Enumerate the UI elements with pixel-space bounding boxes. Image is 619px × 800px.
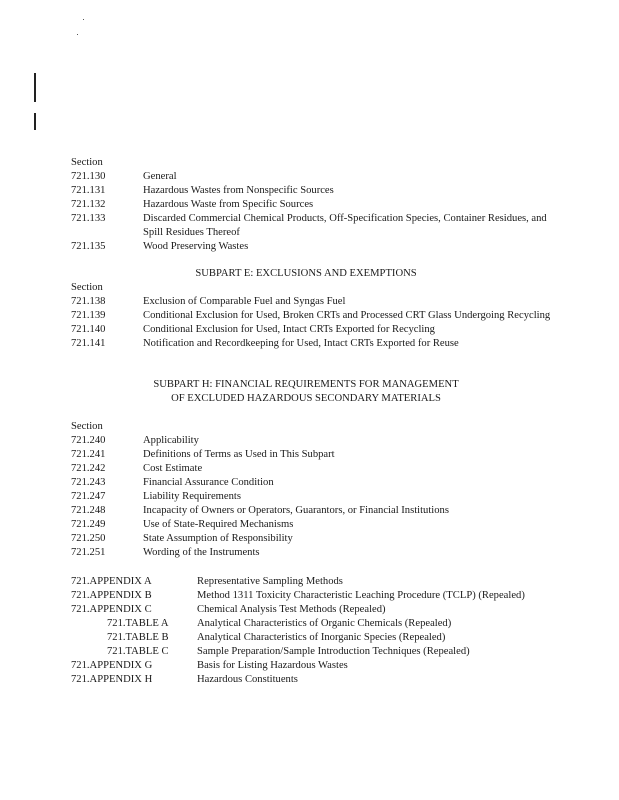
section-label: Section xyxy=(71,421,103,432)
section-list-subpart-e xyxy=(71,267,551,351)
table-number: 721.TABLE A xyxy=(107,618,169,629)
toc-row xyxy=(71,490,551,504)
section-number: 721.247 xyxy=(71,491,106,502)
section-title: Applicability xyxy=(143,435,199,446)
appendix-row xyxy=(71,589,551,603)
toc-row xyxy=(71,212,551,240)
table-row xyxy=(71,631,551,645)
toc-row xyxy=(71,240,551,254)
toc-row xyxy=(71,309,551,323)
section-list-subpart-h xyxy=(71,378,551,560)
toc-row xyxy=(71,170,551,184)
table-number: 721.TABLE C xyxy=(107,646,169,657)
appendix-row xyxy=(71,673,551,687)
section-number: 721.250 xyxy=(71,533,106,544)
section-title: Exclusion of Comparable Fuel and Syngas Fuel xyxy=(143,296,346,307)
section-title: Discarded Commercial Chemical Products, Off-Specification Species, Container Residues, and Spill Residues Thereof xyxy=(143,213,547,238)
section-title: Liability Requirements xyxy=(143,491,241,502)
section-number: 721.133 xyxy=(71,213,106,224)
toc-row xyxy=(71,462,551,476)
section-number: 721.240 xyxy=(71,435,106,446)
scan-speck xyxy=(77,34,78,35)
section-title: Incapacity of Owners or Operators, Guarantors, or Financial Institutions xyxy=(143,505,449,516)
toc-row xyxy=(71,518,551,532)
section-title: Conditional Exclusion for Used, Broken CRTs and Processed CRT Glass Undergoing Recycling xyxy=(143,310,551,321)
table-title: Analytical Characteristics of Organic Chemicals (Repealed) xyxy=(197,618,452,629)
section-title: Cost Estimate xyxy=(143,463,203,474)
subpart-heading: OF EXCLUDED HAZARDOUS SECONDARY MATERIALS xyxy=(171,393,441,404)
section-title: Financial Assurance Condition xyxy=(143,477,274,488)
section-title: Notification and Recordkeeping for Used, Intact CRTs Exported for Reuse xyxy=(143,338,459,349)
toc-row xyxy=(71,546,551,560)
toc-row xyxy=(71,532,551,546)
appendix-number: 721.APPENDIX A xyxy=(71,576,152,587)
section-number: 721.243 xyxy=(71,477,106,488)
section-title: Definitions of Terms as Used in This Subpart xyxy=(143,449,335,460)
table-number: 721.TABLE B xyxy=(107,632,169,643)
toc-row xyxy=(71,434,551,448)
section-title: General xyxy=(143,171,177,182)
section-label: Section xyxy=(71,282,103,293)
section-number: 721.130 xyxy=(71,171,106,182)
appendix-row xyxy=(71,659,551,673)
appendix-title: Chemical Analysis Test Methods (Repealed) xyxy=(197,604,386,615)
section-number: 721.248 xyxy=(71,505,106,516)
toc-row xyxy=(71,184,551,198)
appendix-number: 721.APPENDIX G xyxy=(71,660,153,671)
section-title: State Assumption of Responsibility xyxy=(143,533,293,544)
section-number: 721.135 xyxy=(71,241,106,252)
section-number: 721.132 xyxy=(71,199,106,210)
appendix-list xyxy=(71,575,551,687)
appendix-number: 721.APPENDIX C xyxy=(71,604,152,615)
toc-row xyxy=(71,337,551,351)
section-title: Use of State-Required Mechanisms xyxy=(143,519,294,530)
table-row xyxy=(71,617,551,631)
toc-row xyxy=(71,295,551,309)
toc-row xyxy=(71,448,551,462)
table-row xyxy=(71,645,551,659)
toc-row xyxy=(71,323,551,337)
appendix-row xyxy=(71,603,551,617)
subpart-heading: SUBPART E: EXCLUSIONS AND EXEMPTIONS xyxy=(195,268,417,279)
section-title: Hazardous Wastes from Nonspecific Sources xyxy=(143,185,334,196)
appendix-number: 721.APPENDIX B xyxy=(71,590,152,601)
section-number: 721.251 xyxy=(71,547,106,558)
toc-row xyxy=(71,504,551,518)
appendix-title: Basis for Listing Hazardous Wastes xyxy=(197,660,348,671)
margin-change-bar xyxy=(34,113,36,130)
appendix-title: Hazardous Constituents xyxy=(197,674,298,685)
table-title: Analytical Characteristics of Inorganic Species (Repealed) xyxy=(197,632,446,643)
section-number: 721.138 xyxy=(71,296,106,307)
appendix-number: 721.APPENDIX H xyxy=(71,674,153,685)
margin-change-bar xyxy=(34,73,36,102)
toc-row xyxy=(71,198,551,212)
toc-row xyxy=(71,476,551,490)
section-title: Hazardous Waste from Specific Sources xyxy=(143,199,314,210)
section-number: 721.131 xyxy=(71,185,106,196)
section-title: Conditional Exclusion for Used, Intact CRTs Exported for Recycling xyxy=(143,324,435,335)
section-number: 721.249 xyxy=(71,519,106,530)
section-number: 721.141 xyxy=(71,338,106,349)
section-list-general xyxy=(71,156,551,254)
section-number: 721.241 xyxy=(71,449,106,460)
section-number: 721.140 xyxy=(71,324,106,335)
appendix-title: Method 1311 Toxicity Characteristic Leaching Procedure (TCLP) (Repealed) xyxy=(197,590,525,601)
appendix-title: Representative Sampling Methods xyxy=(197,576,343,587)
scan-speck xyxy=(83,19,84,20)
subpart-heading: SUBPART H: FINANCIAL REQUIREMENTS FOR MANAGEMENT xyxy=(153,379,459,390)
section-number: 721.242 xyxy=(71,463,106,474)
appendix-row xyxy=(71,575,551,589)
section-title: Wood Preserving Wastes xyxy=(143,241,249,252)
section-number: 721.139 xyxy=(71,310,106,321)
table-title: Sample Preparation/Sample Introduction Techniques (Repealed) xyxy=(197,646,470,657)
section-label: Section xyxy=(71,157,103,168)
section-title: Wording of the Instruments xyxy=(143,547,260,558)
